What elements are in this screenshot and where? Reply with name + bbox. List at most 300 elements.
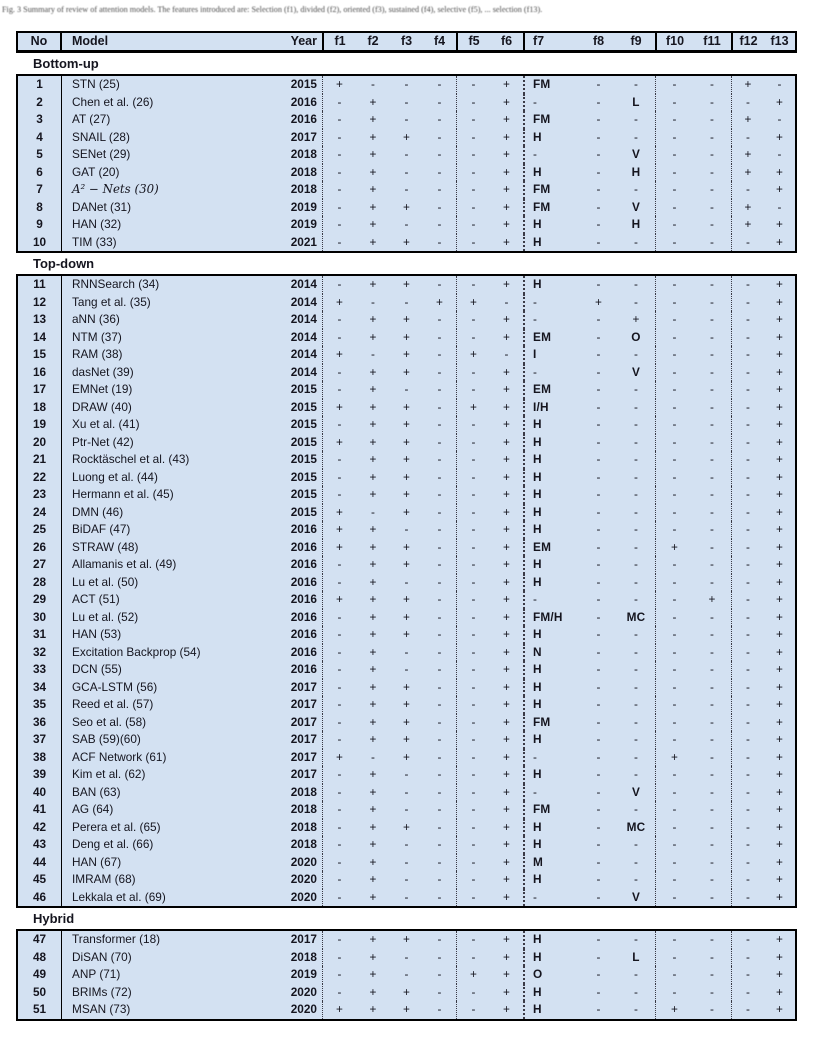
cell-no: 43: [18, 836, 62, 854]
cell-f5: -: [456, 931, 490, 949]
cell-f5: -: [456, 94, 490, 112]
cell-year: 2014: [290, 312, 317, 326]
cell-f10: -: [655, 966, 693, 984]
cell-f1: -: [322, 129, 356, 147]
header-cell-f6: f6: [500, 34, 513, 48]
cell-f12: -: [731, 129, 764, 147]
cell-f10: -: [655, 931, 693, 949]
cell-f6: +: [503, 112, 510, 126]
cell-f12: -: [731, 539, 764, 557]
cell-f3: -: [404, 889, 409, 904]
cell-f13: -: [777, 147, 782, 161]
section-block: [16, 274, 797, 908]
cell-f1: -: [322, 181, 356, 199]
cell-f13: -: [777, 199, 782, 214]
figure-caption: Fig. 3 Summary of review of attention models. The features introduced are: Selection (f1), divided (f2), oriented (f3), sustained (f4), selective (f5), ... selection (f13).: [2, 5, 543, 14]
cell-model: BRIMs (72): [72, 984, 132, 999]
cell-f1: -: [322, 364, 356, 382]
cell-f6: +: [503, 182, 510, 196]
cell-f2: +: [369, 329, 377, 344]
cell-f10: -: [655, 346, 693, 364]
cell-f3: -: [404, 164, 409, 179]
cell-f1: +: [322, 749, 356, 767]
cell-f6: +: [503, 129, 510, 144]
cell-f4: -: [437, 504, 442, 519]
cell-f4: -: [437, 364, 442, 379]
cell-f8: -: [596, 94, 601, 109]
cell-f3: +: [403, 732, 410, 746]
cell-f2: +: [369, 364, 377, 379]
cell-f1: -: [322, 451, 356, 469]
cell-year: 2016: [290, 94, 317, 109]
cell-f1: -: [322, 216, 356, 234]
cell-f11: -: [710, 347, 714, 361]
cell-year: 2017: [290, 714, 317, 729]
cell-f12: -: [731, 234, 764, 252]
cell-f8: -: [596, 932, 601, 946]
cell-f4: -: [437, 182, 442, 196]
cell-no: 30: [18, 609, 62, 627]
cell-f10: -: [655, 146, 693, 164]
cell-f2: +: [369, 312, 377, 326]
cell-f4: -: [437, 854, 442, 869]
cell-model: DCN (55): [72, 662, 122, 676]
cell-year: 2014: [290, 277, 317, 291]
cell-f5: -: [456, 381, 490, 399]
cell-f10: -: [655, 731, 693, 749]
cell-f5: +: [456, 399, 490, 417]
cell-f1: -: [322, 146, 356, 164]
cell-f13: +: [776, 749, 783, 764]
cell-f3: +: [403, 347, 410, 361]
cell-f8: -: [596, 679, 601, 694]
cell-f13: +: [776, 452, 783, 466]
header-cell-f10: f10: [655, 33, 693, 50]
cell-model: Transformer (18): [72, 932, 161, 946]
cell-f12: -: [731, 871, 764, 889]
cell-f3: +: [403, 592, 410, 606]
cell-f9: -: [634, 967, 638, 981]
cell-no: 40: [18, 784, 62, 802]
cell-f8: -: [596, 539, 601, 554]
cell-model: EMNet (19): [72, 382, 133, 396]
cell-f3: -: [404, 522, 409, 536]
cell-f10: -: [655, 399, 693, 417]
cell-f6: +: [503, 967, 510, 981]
cell-model: HAN (32): [72, 217, 122, 231]
cell-f8: -: [596, 819, 601, 834]
cell-f9: -: [634, 1002, 638, 1016]
cell-f3: +: [403, 932, 410, 946]
cell-year: 2019: [290, 217, 317, 231]
cell-f3: +: [403, 749, 410, 764]
cell-f10: -: [655, 766, 693, 784]
cell-f7: M: [523, 854, 580, 872]
cell-f8: -: [596, 364, 601, 379]
cell-f7: EM: [523, 539, 580, 557]
cell-f4: -: [437, 662, 442, 676]
cell-f5: -: [456, 1001, 490, 1019]
cell-f12: -: [731, 591, 764, 609]
cell-f2: +: [369, 767, 377, 781]
cell-f11: -: [710, 557, 714, 571]
cell-model: HAN (67): [72, 854, 122, 869]
cell-f7: H: [523, 234, 580, 252]
cell-model: IMRAM (68): [72, 872, 136, 886]
cell-f5: -: [456, 451, 490, 469]
cell-f13: +: [776, 182, 783, 196]
cell-f9: -: [634, 182, 638, 196]
cell-f13: -: [777, 112, 782, 126]
cell-no: 51: [18, 1001, 62, 1019]
cell-f3: -: [404, 854, 409, 869]
cell-f5: -: [456, 364, 490, 382]
cell-f13: +: [776, 767, 783, 781]
cell-f9: V: [631, 199, 641, 214]
cell-f13: +: [776, 627, 783, 641]
cell-f1: -: [322, 679, 356, 697]
cell-f3: +: [403, 469, 410, 484]
cell-f13: +: [776, 312, 783, 326]
cell-no: 41: [18, 801, 62, 819]
cell-f13: +: [776, 574, 783, 589]
cell-f10: +: [655, 539, 693, 557]
cell-f4: -: [437, 732, 442, 746]
cell-f1: -: [322, 644, 356, 662]
cell-f6: +: [503, 399, 510, 414]
cell-f4: -: [437, 347, 442, 361]
cell-f5: -: [456, 949, 490, 967]
cell-year: 2015: [290, 77, 317, 91]
cell-f5: -: [456, 164, 490, 182]
cell-f4: -: [437, 329, 442, 344]
cell-f1: -: [322, 94, 356, 112]
cell-f4: -: [437, 234, 442, 249]
cell-year: 2017: [290, 749, 317, 764]
cell-f2: +: [369, 967, 377, 981]
cell-f13: +: [776, 522, 783, 536]
cell-f12: +: [731, 216, 764, 234]
cell-f1: -: [322, 984, 356, 1002]
cell-f11: -: [710, 329, 714, 344]
cell-f8: -: [596, 854, 601, 869]
cell-f2: -: [371, 749, 375, 764]
cell-f10: -: [655, 801, 693, 819]
cell-f12: -: [731, 766, 764, 784]
cell-f3: -: [404, 802, 409, 816]
cell-f12: -: [731, 451, 764, 469]
cell-year: 2016: [290, 112, 317, 126]
cell-f5: -: [456, 749, 490, 767]
cell-f10: -: [655, 486, 693, 504]
cell-f6: +: [503, 329, 510, 344]
cell-f2: +: [369, 949, 377, 964]
cell-f7: H: [523, 949, 580, 967]
cell-f9: -: [634, 112, 638, 126]
cell-f3: -: [404, 967, 409, 981]
cell-year: 2015: [290, 452, 317, 466]
cell-f4: -: [437, 627, 442, 641]
cell-f9: +: [632, 312, 640, 326]
cell-f6: +: [503, 889, 510, 904]
cell-f5: -: [456, 679, 490, 697]
cell-f10: -: [655, 129, 693, 147]
cell-f13: +: [776, 469, 783, 484]
cell-f8: -: [596, 984, 601, 999]
cell-f7: H: [523, 504, 580, 522]
cell-f7: N: [523, 644, 580, 662]
cell-model: Luong et al. (44): [72, 469, 158, 484]
cell-f3: -: [404, 77, 409, 91]
cell-f4: -: [437, 592, 442, 606]
cell-f5: -: [456, 521, 490, 539]
cell-f2: +: [369, 872, 377, 886]
cell-f7: H: [523, 661, 580, 679]
cell-f11: -: [710, 662, 714, 676]
cell-f7: EM: [523, 329, 580, 347]
cell-model: Allamanis et al. (49): [72, 557, 177, 571]
cell-f6: +: [503, 487, 510, 501]
cell-model: GAT (20): [72, 164, 120, 179]
cell-f7: H: [523, 626, 580, 644]
cell-f11: -: [710, 627, 714, 641]
cell-no: 38: [18, 749, 62, 767]
cell-f6: +: [503, 522, 510, 536]
cell-f1: -: [322, 574, 356, 592]
cell-year: 2020: [290, 854, 317, 869]
cell-no: 24: [18, 504, 62, 522]
cell-model: dasNet (39): [72, 364, 134, 379]
cell-f1: -: [322, 871, 356, 889]
cell-f3: +: [403, 364, 410, 379]
cell-f2: +: [369, 234, 377, 249]
cell-f5: -: [456, 539, 490, 557]
cell-f2: +: [369, 469, 377, 484]
cell-year: 2020: [290, 1002, 317, 1016]
cell-f11: -: [710, 487, 714, 501]
cell-f4: -: [437, 644, 442, 659]
cell-f2: +: [369, 112, 377, 126]
cell-f9: -: [634, 417, 638, 431]
cell-f2: +: [369, 574, 377, 589]
cell-f5: -: [456, 591, 490, 609]
cell-no: 33: [18, 661, 62, 679]
cell-model: DANet (31): [72, 199, 132, 214]
cell-f4: -: [437, 199, 442, 214]
cell-f4: -: [437, 609, 442, 624]
cell-f11: -: [710, 949, 714, 964]
cell-f9: MC: [626, 819, 646, 834]
cell-f5: -: [456, 819, 490, 837]
cell-f8: -: [596, 329, 601, 344]
cell-f8: -: [596, 452, 601, 466]
cell-f6: +: [503, 539, 510, 554]
cell-f11: -: [710, 854, 714, 869]
cell-f8: -: [596, 399, 601, 414]
cell-f7: H: [523, 836, 580, 854]
cell-f10: -: [655, 819, 693, 837]
cell-f12: -: [731, 819, 764, 837]
cell-f2: +: [369, 182, 377, 196]
cell-f10: -: [655, 871, 693, 889]
cell-f5: -: [456, 181, 490, 199]
cell-f1: +: [322, 76, 356, 94]
cell-f3: +: [403, 487, 410, 501]
cell-f12: -: [731, 469, 764, 487]
cell-f1: -: [322, 801, 356, 819]
section-label: Bottom-up: [16, 53, 797, 74]
cell-f10: -: [655, 416, 693, 434]
cell-model: DRAW (40): [72, 399, 132, 414]
cell-f13: +: [776, 329, 783, 344]
cell-f7: FM: [523, 801, 580, 819]
cell-year: 2016: [290, 662, 317, 676]
cell-f9: -: [634, 382, 638, 396]
cell-f1: -: [322, 381, 356, 399]
cell-f2: +: [369, 164, 377, 179]
cell-f10: -: [655, 679, 693, 697]
cell-model: HAN (53): [72, 627, 122, 641]
cell-f12: -: [731, 609, 764, 627]
cell-f4: -: [437, 949, 442, 964]
cell-f7: -: [523, 889, 580, 907]
cell-f2: -: [371, 294, 375, 309]
cell-f6: +: [503, 312, 510, 326]
cell-f11: -: [710, 574, 714, 589]
cell-f10: +: [655, 1001, 693, 1019]
cell-f3: +: [403, 199, 410, 214]
cell-f8: -: [596, 469, 601, 484]
cell-f11: -: [710, 364, 714, 379]
cell-f7: H: [523, 521, 580, 539]
cell-model: TIM (33): [72, 234, 117, 249]
cell-f8: -: [596, 199, 601, 214]
cell-model: AG (64): [72, 802, 114, 816]
cell-f2: +: [369, 539, 377, 554]
cell-f2: +: [369, 784, 377, 799]
cell-f12: -: [731, 364, 764, 382]
cell-year: 2019: [290, 967, 317, 981]
cell-f6: +: [503, 364, 510, 379]
cell-f11: -: [710, 984, 714, 999]
cell-f9: -: [634, 487, 638, 501]
cell-f10: -: [655, 276, 693, 294]
cell-f1: -: [322, 329, 356, 347]
cell-f10: -: [655, 714, 693, 732]
cell-f2: +: [369, 399, 377, 414]
cell-f13: +: [776, 854, 783, 869]
cell-f11: -: [710, 147, 714, 161]
cell-no: 27: [18, 556, 62, 574]
cell-f1: -: [322, 234, 356, 252]
cell-f4: -: [437, 967, 442, 981]
cell-f11: -: [710, 469, 714, 484]
cell-model: SAB (59)(60): [72, 732, 141, 746]
cell-f10: -: [655, 521, 693, 539]
cell-year: 2016: [290, 557, 317, 571]
cell-f8: -: [596, 767, 601, 781]
cell-f7: O: [523, 966, 580, 984]
cell-no: 9: [18, 216, 62, 234]
cell-f12: -: [731, 381, 764, 399]
cell-f2: -: [371, 77, 375, 91]
cell-f2: +: [369, 627, 377, 641]
cell-f13: +: [776, 949, 783, 964]
cell-no: 36: [18, 714, 62, 732]
cell-f5: -: [456, 311, 490, 329]
cell-year: 2014: [290, 294, 317, 309]
cell-f10: -: [655, 111, 693, 129]
cell-model: DiSAN (70): [72, 949, 132, 964]
cell-f1: +: [322, 539, 356, 557]
cell-f6: +: [503, 557, 510, 571]
cell-f9: -: [634, 504, 638, 519]
cell-f12: -: [731, 966, 764, 984]
cell-f9: V: [631, 784, 641, 799]
cell-year: 2015: [290, 417, 317, 431]
cell-f11: -: [710, 522, 714, 536]
cell-f7: H: [523, 451, 580, 469]
cell-year: 2017: [290, 679, 317, 694]
cell-f10: -: [655, 889, 693, 907]
cell-f2: +: [369, 644, 377, 659]
cell-no: 48: [18, 949, 62, 967]
cell-f4: -: [437, 539, 442, 554]
cell-f10: -: [655, 626, 693, 644]
cell-f6: +: [503, 802, 510, 816]
cell-f2: +: [369, 662, 377, 676]
cell-f5: -: [456, 626, 490, 644]
cell-f10: -: [655, 294, 693, 312]
cell-f12: -: [731, 521, 764, 539]
cell-f11: -: [710, 164, 714, 179]
cell-year: 2016: [290, 644, 317, 659]
cell-no: 11: [18, 276, 62, 294]
cell-no: 16: [18, 364, 62, 382]
cell-f1: +: [322, 504, 356, 522]
cell-year: 2019: [290, 199, 317, 214]
cell-f3: +: [403, 129, 410, 144]
cell-f7: -: [523, 364, 580, 382]
cell-f7: H: [523, 574, 580, 592]
cell-f9: -: [634, 714, 638, 729]
cell-f13: +: [776, 277, 783, 291]
attention-models-table: [16, 31, 797, 1021]
cell-model: AT (27): [72, 112, 111, 126]
cell-f2: +: [369, 277, 377, 291]
cell-f10: -: [655, 451, 693, 469]
cell-model: Tang et al. (35): [72, 294, 151, 309]
cell-f9: -: [634, 469, 638, 484]
cell-f11: -: [710, 504, 714, 519]
cell-f7: -: [523, 784, 580, 802]
cell-year: 2018: [290, 837, 317, 851]
cell-model: Kim et al. (62): [72, 767, 146, 781]
cell-f7: H: [523, 556, 580, 574]
cell-f3: +: [403, 697, 410, 711]
cell-model: SENet (29): [72, 147, 131, 161]
cell-f6: +: [503, 627, 510, 641]
cell-f6: +: [503, 697, 510, 711]
cell-f8: -: [596, 889, 601, 904]
header-cell-f11: f11: [703, 34, 721, 48]
cell-f11: -: [710, 767, 714, 781]
cell-f3: +: [403, 277, 410, 291]
cell-f2: +: [369, 1002, 377, 1016]
cell-f7: -: [523, 94, 580, 112]
cell-f8: -: [596, 872, 601, 886]
cell-f11: -: [710, 837, 714, 851]
